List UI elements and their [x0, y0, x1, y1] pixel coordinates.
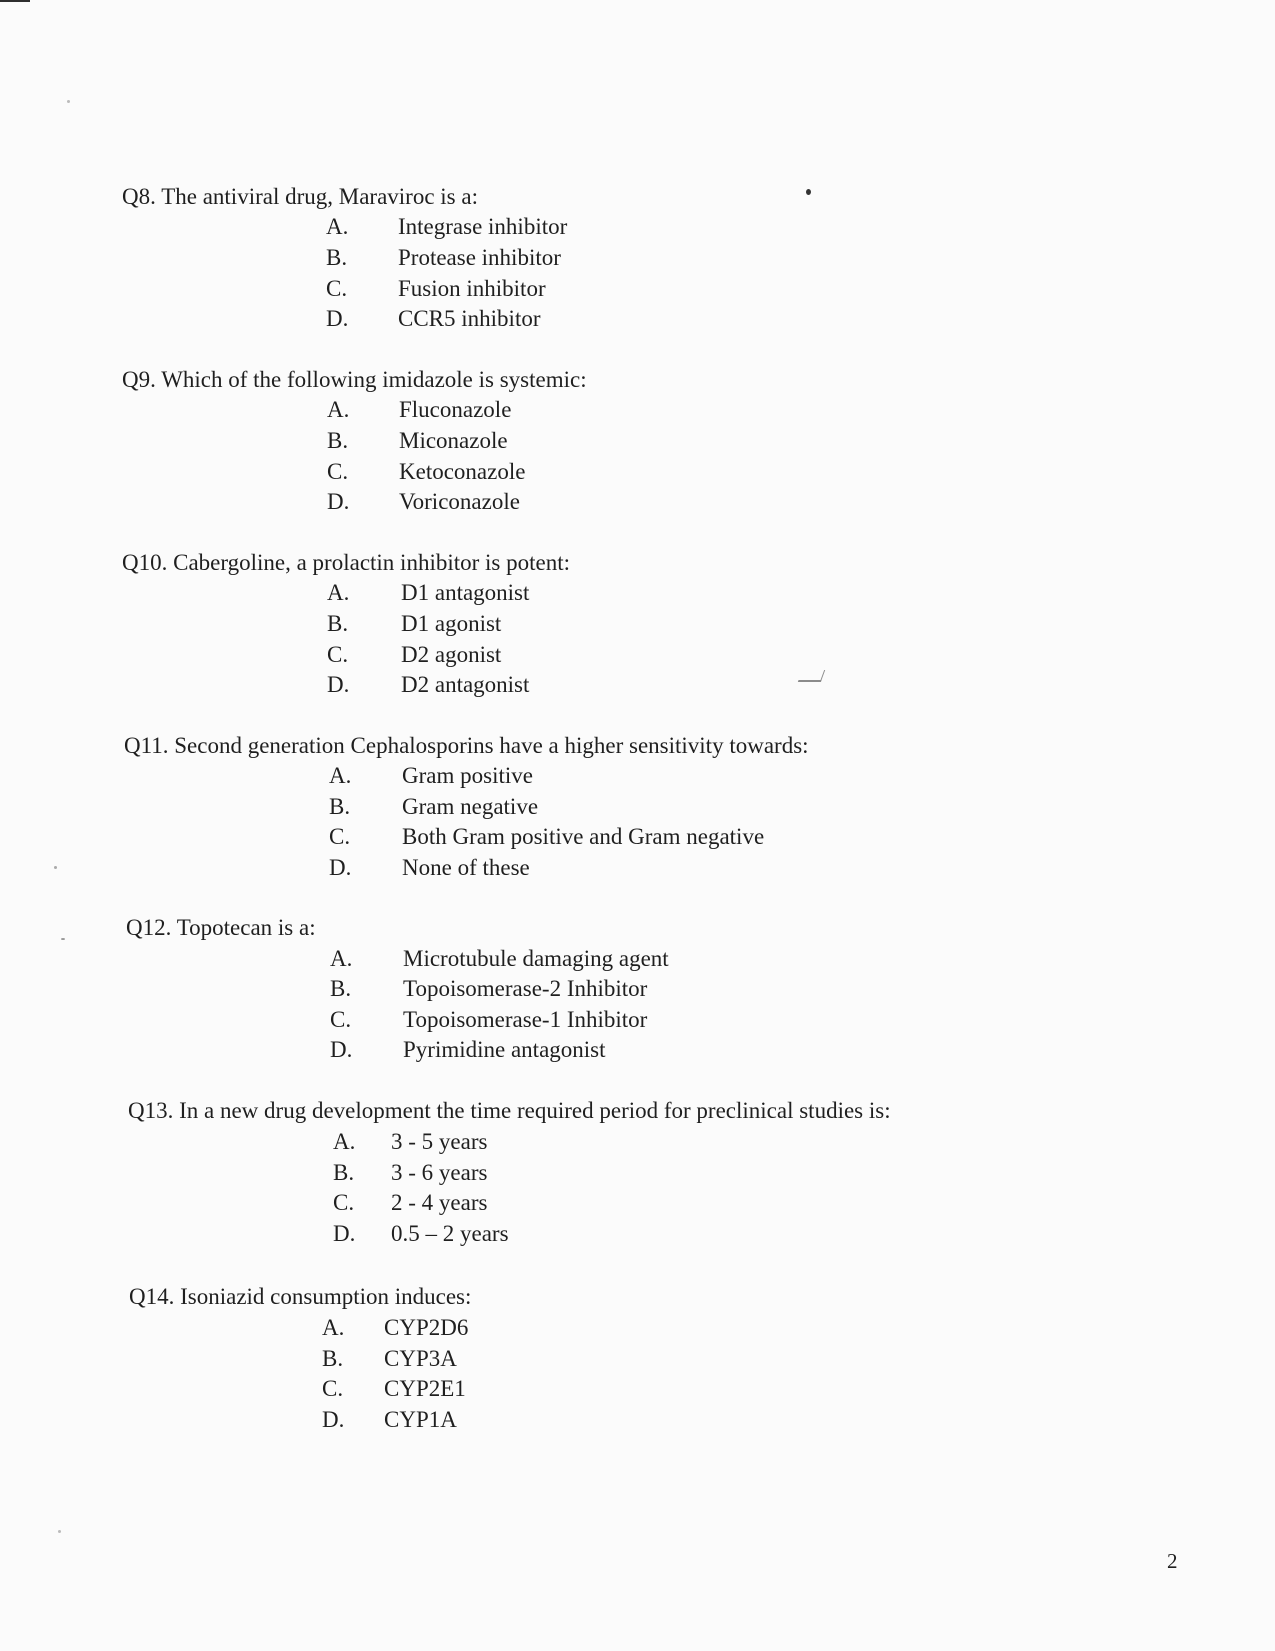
option-letter: A.	[330, 946, 353, 971]
option-letter: B.	[330, 976, 352, 1001]
option-letter: A.	[333, 1129, 356, 1154]
option-letter: D.	[330, 1037, 353, 1062]
option-text: CYP3A	[384, 1346, 457, 1371]
scan-edge-mark	[0, 0, 30, 2]
option-text: D1 agonist	[401, 611, 502, 636]
option-letter: B.	[322, 1346, 344, 1371]
option-letter: B.	[329, 794, 351, 819]
question-prompt: Q10. Cabergoline, a prolactin inhibitor is potent:	[122, 550, 570, 575]
option-text: Gram positive	[402, 763, 533, 788]
option-letter: D.	[333, 1221, 356, 1246]
option-letter: C.	[333, 1190, 355, 1215]
option-letter: C.	[327, 459, 349, 484]
option-text: 0.5 – 2 years	[391, 1221, 509, 1246]
option-text: 3 - 5 years	[391, 1129, 488, 1154]
scan-speck	[67, 100, 70, 103]
page-number: 2	[1167, 1549, 1178, 1573]
option-text: D1 antagonist	[401, 580, 530, 605]
question-prompt: Q12. Topotecan is a:	[126, 915, 316, 940]
option-letter: C.	[330, 1007, 352, 1032]
scan-speck	[58, 1530, 61, 1533]
option-letter: C.	[326, 276, 348, 301]
option-letter: C.	[327, 642, 349, 667]
option-text: Gram negative	[402, 794, 539, 819]
scan-speck	[61, 938, 65, 940]
option-text: D2 antagonist	[401, 672, 530, 697]
option-letter: D.	[322, 1407, 345, 1432]
option-letter: B.	[327, 611, 349, 636]
option-letter: D.	[329, 855, 352, 880]
question-prompt: Q14. Isoniazid consumption induces:	[129, 1284, 472, 1309]
option-text: Protease inhibitor	[398, 245, 561, 270]
question-prompt: Q8. The antiviral drug, Maraviroc is a:	[122, 184, 478, 209]
option-letter: D.	[327, 489, 350, 514]
question-prompt: Q11. Second generation Cephalosporins have a higher sensitivity towards:	[124, 733, 809, 758]
option-text: 3 - 6 years	[391, 1160, 488, 1185]
question-prompt: Q9. Which of the following imidazole is systemic:	[122, 367, 587, 392]
option-text: D2 agonist	[401, 642, 502, 667]
option-text: Integrase inhibitor	[398, 214, 568, 239]
option-text: None of these	[402, 855, 530, 880]
option-text: Both Gram positive and Gram negative	[402, 824, 765, 849]
option-letter: B.	[327, 428, 349, 453]
option-letter: A.	[327, 580, 350, 605]
option-letter: C.	[322, 1376, 344, 1401]
option-text: Topoisomerase-2 Inhibitor	[403, 976, 648, 1001]
option-text: Miconazole	[399, 428, 508, 453]
option-text: Fusion inhibitor	[398, 276, 546, 301]
option-text: Pyrimidine antagonist	[403, 1037, 606, 1062]
option-text: Fluconazole	[399, 397, 512, 422]
question-prompt: Q13. In a new drug development the time required period for preclinical studies is:	[128, 1098, 891, 1123]
option-text: Voriconazole	[399, 489, 520, 514]
option-letter: D.	[327, 672, 350, 697]
option-letter: B.	[333, 1160, 355, 1185]
option-text: Ketoconazole	[399, 459, 526, 484]
option-letter: A.	[329, 763, 352, 788]
option-letter: B.	[326, 245, 348, 270]
option-letter: A.	[322, 1315, 345, 1340]
option-text: CYP2E1	[384, 1376, 466, 1401]
option-text: 2 - 4 years	[391, 1190, 488, 1215]
option-letter: A.	[327, 397, 350, 422]
option-text: CCR5 inhibitor	[398, 306, 541, 331]
option-letter: D.	[326, 306, 349, 331]
option-text: CYP1A	[384, 1407, 457, 1432]
option-text: CYP2D6	[384, 1315, 469, 1340]
option-text: Microtubule damaging agent	[403, 946, 669, 971]
option-letter: A.	[326, 214, 349, 239]
scan-speck	[806, 189, 811, 195]
option-letter: C.	[329, 824, 351, 849]
option-text: Topoisomerase-1 Inhibitor	[403, 1007, 648, 1032]
scan-speck	[54, 866, 57, 869]
scan-mark	[798, 670, 825, 682]
